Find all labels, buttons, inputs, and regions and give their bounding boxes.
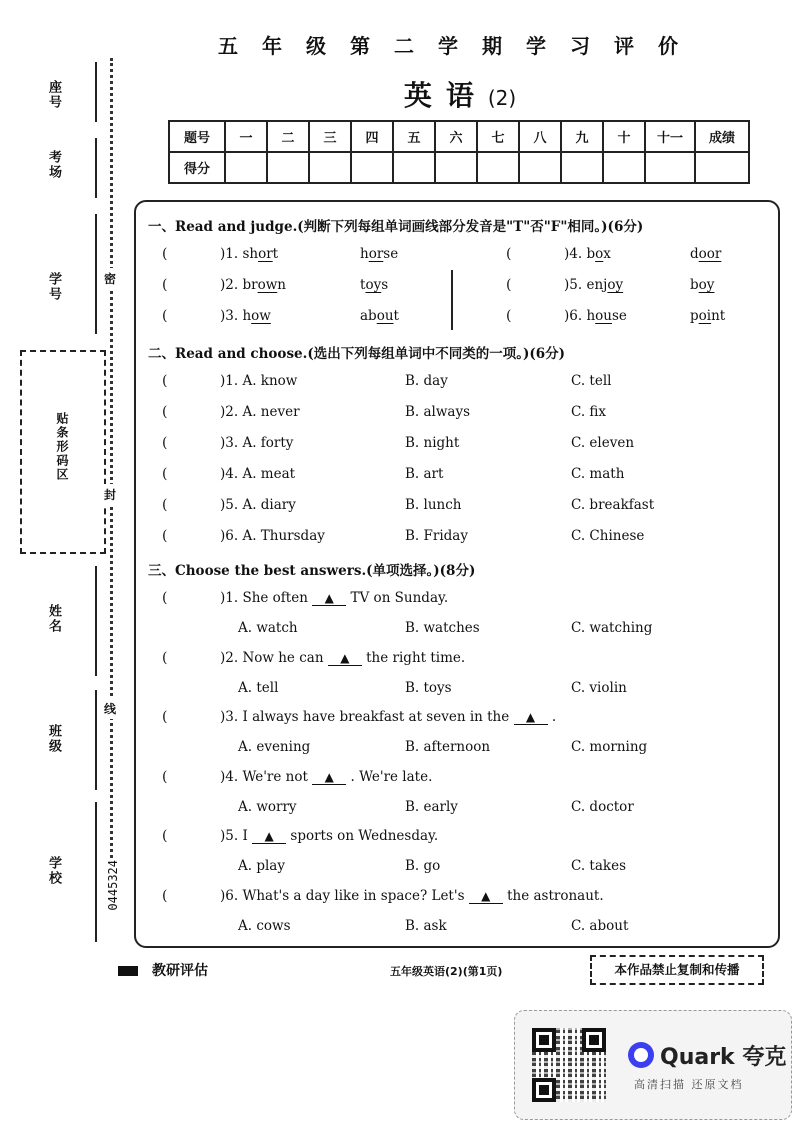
word-part: t	[272, 246, 279, 262]
word-part: b	[690, 277, 699, 293]
option-a: A. watch	[238, 620, 298, 636]
underlined-sound: ou	[595, 308, 612, 324]
section-1-divider	[451, 270, 453, 330]
section-3-heading: 三、Choose the best answers.(单项选择。)(8分)	[148, 563, 476, 579]
item-number: )3.	[220, 709, 239, 725]
underlined-sound: oy	[607, 277, 624, 293]
class-label: 班级	[46, 724, 61, 754]
word-part: nt	[711, 308, 726, 324]
item-number: )4.	[220, 768, 239, 785]
option-c: C. fix	[571, 404, 607, 420]
section-1-heading: 一、Read and judge.(判断下列每组单词画线部分发音是"T"否"F"相同。)(6分)	[148, 219, 644, 235]
option-b: B. always	[405, 404, 471, 420]
score-cell[interactable]	[351, 152, 393, 183]
stem-after: . We're late.	[350, 768, 433, 785]
option-c: C. doctor	[571, 798, 634, 815]
option-b: B. day	[405, 373, 448, 389]
word-part: sh	[242, 246, 259, 262]
item-number: )2.	[220, 277, 239, 293]
score-col: 四	[351, 121, 393, 152]
quark-logo-icon	[628, 1042, 654, 1068]
word-1	[220, 277, 286, 293]
item-number: )3.	[220, 308, 239, 324]
sticker-label: 贴条形码区	[55, 412, 69, 482]
score-cell-total[interactable]	[695, 152, 749, 183]
option-c: C. takes	[571, 858, 627, 874]
answer-paren[interactable]: (	[506, 308, 512, 324]
option-b: B. lunch	[405, 497, 462, 513]
binding-line	[95, 214, 97, 334]
answer-paren[interactable]: (	[162, 373, 168, 389]
answer-paren[interactable]: (	[162, 649, 168, 666]
binding-line	[95, 138, 97, 198]
seal-dotted-line	[110, 58, 113, 858]
answer-blank[interactable]: ▲	[328, 651, 362, 666]
footer-page: 五年级英语(2)(第1页)	[390, 965, 503, 978]
item-number: )1.	[220, 373, 239, 389]
word-part: ab	[360, 308, 377, 324]
word-2	[690, 308, 725, 324]
score-cell[interactable]	[603, 152, 645, 183]
option-c: C. eleven	[571, 435, 635, 451]
question-stem	[220, 590, 448, 606]
quark-tagline: 高清扫描 还原文档	[634, 1078, 744, 1091]
score-cell[interactable]	[267, 152, 309, 183]
score-col: 九	[561, 121, 603, 152]
answer-blank[interactable]: ▲	[514, 710, 548, 725]
footer-bar	[118, 966, 138, 976]
option-c: C. morning	[571, 739, 648, 755]
score-cell[interactable]	[645, 152, 695, 183]
answer-paren[interactable]: (	[162, 308, 168, 324]
question-stem	[220, 650, 465, 666]
underlined-sound: or	[258, 246, 273, 262]
option-b: B. Friday	[405, 528, 468, 544]
option-b: B. go	[405, 858, 441, 874]
score-cell[interactable]	[477, 152, 519, 183]
word-part: n	[277, 277, 286, 293]
word-part: h	[360, 246, 369, 262]
score-col: 五	[393, 121, 435, 152]
answer-paren[interactable]: (	[162, 404, 168, 420]
answer-blank[interactable]: ▲	[312, 770, 346, 785]
word-part: p	[690, 308, 699, 324]
word-part: h	[242, 308, 252, 324]
answer-paren[interactable]: (	[162, 709, 168, 725]
stem-before: What's a day like in space? Let's	[242, 887, 465, 904]
answer-paren[interactable]: (	[162, 497, 168, 513]
word-part: s	[381, 277, 389, 293]
stem-before: She often	[242, 590, 308, 606]
subject-name: 英语	[403, 79, 488, 112]
answer-blank[interactable]: ▲	[312, 591, 346, 606]
underlined-sound: ow	[257, 277, 278, 293]
qr-corner	[532, 1028, 556, 1052]
exam-title: 五年级第二学期学习评价	[218, 34, 702, 58]
answer-paren[interactable]: (	[162, 277, 168, 293]
option-b: B. watches	[405, 620, 480, 636]
answer-paren[interactable]: (	[162, 887, 168, 904]
score-col: 一	[225, 121, 267, 152]
word-2	[690, 246, 721, 262]
option-c: C. about	[571, 917, 629, 934]
option-a	[220, 435, 293, 451]
option-a: A. evening	[238, 739, 311, 755]
name-label: 姓名	[46, 604, 61, 634]
score-table-score-row	[169, 152, 749, 183]
word-1	[564, 308, 627, 324]
answer-paren[interactable]: (	[162, 435, 168, 451]
score-cell[interactable]	[519, 152, 561, 183]
option-a	[220, 373, 297, 389]
underlined-sound: oor	[698, 246, 722, 262]
item-number: )6.	[564, 308, 583, 324]
school-label: 学校	[46, 856, 61, 886]
stem-after: .	[551, 709, 557, 725]
answer-paren[interactable]: (	[506, 277, 512, 293]
option-a	[220, 466, 295, 482]
word-1	[564, 246, 611, 262]
option-c: C. tell	[571, 373, 612, 389]
item-number: )5.	[564, 277, 583, 293]
option-a: A. worry	[238, 798, 297, 815]
binding-line	[95, 690, 97, 790]
room-label: 考场	[46, 150, 61, 180]
word-2	[360, 308, 399, 324]
stem-before: I always have breakfast at seven in the	[242, 709, 510, 725]
score-col: 十	[603, 121, 645, 152]
option-b: B. afternoon	[405, 739, 491, 755]
word-1	[564, 277, 623, 293]
underlined-sound: ou	[376, 308, 394, 324]
score-cell[interactable]	[225, 152, 267, 183]
word-part: b	[586, 246, 596, 262]
stem-before: I	[242, 828, 248, 844]
word-part: x	[603, 246, 611, 262]
item-number: )6.	[220, 528, 239, 544]
item-number: )4.	[220, 466, 239, 482]
student-no-label: 学号	[46, 272, 61, 302]
option-c: C. violin	[571, 679, 627, 696]
word-part: t	[393, 308, 399, 324]
score-col: 三	[309, 121, 351, 152]
binding-line	[95, 802, 97, 942]
seal-feng: 封	[104, 484, 116, 505]
underlined-sound: or	[368, 246, 384, 262]
stem-before: Now he can	[242, 649, 324, 666]
score-col: 七	[477, 121, 519, 152]
word-1	[220, 308, 271, 324]
score-col: 二	[267, 121, 309, 152]
option-text: A. forty	[242, 435, 294, 451]
subject-title	[160, 74, 760, 114]
option-c: C. Chinese	[571, 528, 645, 544]
underlined-sound: oy	[698, 277, 715, 293]
score-cell[interactable]	[309, 152, 351, 183]
question-stem	[220, 828, 438, 844]
underlined-sound: o	[595, 246, 604, 262]
option-text: A. Thursday	[242, 528, 325, 544]
word-part: se	[383, 246, 399, 262]
word-part: t	[360, 277, 366, 293]
score-table	[168, 120, 750, 184]
option-a	[220, 404, 300, 420]
option-a: A. cows	[238, 917, 291, 934]
item-number: )2.	[220, 404, 239, 420]
option-b: B. early	[405, 798, 458, 815]
score-cell[interactable]	[393, 152, 435, 183]
option-text: A. meat	[242, 466, 296, 482]
word-2	[690, 277, 714, 293]
seat-label: 座号	[46, 80, 61, 110]
score-table-row-label: 得分	[169, 152, 225, 183]
question-stem	[220, 888, 604, 904]
word-part: enj	[586, 277, 608, 293]
item-number: )2.	[220, 649, 239, 666]
item-number: )3.	[220, 435, 239, 451]
word-part: br	[242, 277, 258, 293]
word-part: se	[611, 308, 627, 324]
stem-after: TV on Sunday.	[350, 590, 449, 606]
barcode-number: 0445324	[106, 860, 120, 911]
binding-line	[95, 62, 97, 122]
underlined-sound: oi	[698, 308, 712, 324]
stem-after: the astronaut.	[507, 887, 604, 904]
item-number: )6.	[220, 887, 239, 904]
copyright-notice: 本作品禁止复制和传播	[590, 955, 764, 985]
seal-xian: 线	[104, 698, 116, 719]
option-a: A. tell	[238, 679, 279, 696]
score-table-row-label: 题号	[169, 121, 225, 152]
item-number: )4.	[564, 246, 583, 262]
qr-corner	[582, 1028, 606, 1052]
item-number: )1.	[220, 246, 239, 262]
question-stem	[220, 709, 556, 725]
barcode-sticker-area	[20, 350, 106, 554]
option-c: C. breakfast	[571, 497, 655, 513]
answer-paren[interactable]: (	[162, 466, 168, 482]
answer-blank[interactable]: ▲	[252, 829, 286, 844]
option-c: C. watching	[571, 620, 653, 636]
answer-paren[interactable]: (	[162, 828, 168, 844]
item-number: )1.	[220, 590, 239, 606]
word-2	[360, 246, 398, 262]
binding-line	[95, 566, 97, 676]
stem-after: sports on Wednesday.	[290, 828, 439, 844]
option-b: B. art	[405, 466, 444, 482]
score-col: 八	[519, 121, 561, 152]
score-cell[interactable]	[435, 152, 477, 183]
word-part: h	[586, 308, 596, 324]
score-col: 十一	[645, 121, 695, 152]
item-number: )5.	[220, 828, 239, 844]
answer-blank[interactable]: ▲	[469, 889, 503, 904]
option-c: C. math	[571, 466, 625, 482]
word-part: d	[690, 246, 699, 262]
word-1	[220, 246, 278, 262]
stem-after: the right time.	[366, 649, 466, 666]
option-a	[220, 497, 296, 513]
qr-corner	[532, 1078, 556, 1102]
question-stem	[220, 769, 432, 785]
answer-paren[interactable]: (	[162, 768, 168, 785]
item-number: )5.	[220, 497, 239, 513]
underlined-sound: oy	[365, 277, 382, 293]
option-text: A. never	[242, 404, 300, 420]
answer-paren[interactable]: (	[506, 246, 512, 262]
option-b: B. ask	[405, 917, 447, 934]
underlined-sound: ow	[251, 308, 271, 324]
seal-mi: 密	[104, 268, 116, 289]
score-col: 六	[435, 121, 477, 152]
score-cell[interactable]	[561, 152, 603, 183]
subject-edition: (2)	[487, 86, 517, 110]
answer-paren[interactable]: (	[162, 528, 168, 544]
option-a	[220, 528, 325, 544]
option-b: B. toys	[405, 679, 452, 696]
footer-org: 教研评估	[152, 963, 208, 979]
stem-before: We're not	[242, 768, 308, 785]
answer-paren[interactable]: (	[162, 590, 168, 606]
option-a: A. play	[238, 858, 285, 874]
word-2	[360, 277, 388, 293]
option-b: B. night	[405, 435, 460, 451]
score-table-header-row	[169, 121, 749, 152]
option-text: A. know	[242, 373, 298, 389]
score-col-total: 成绩	[695, 121, 749, 152]
quark-brand: Quark 夸克	[660, 1045, 787, 1070]
section-2-heading: 二、Read and choose.(选出下列每组单词中不同类的一项。)(6分)	[148, 346, 566, 362]
option-text: A. diary	[242, 497, 296, 513]
answer-paren[interactable]: (	[162, 246, 168, 262]
